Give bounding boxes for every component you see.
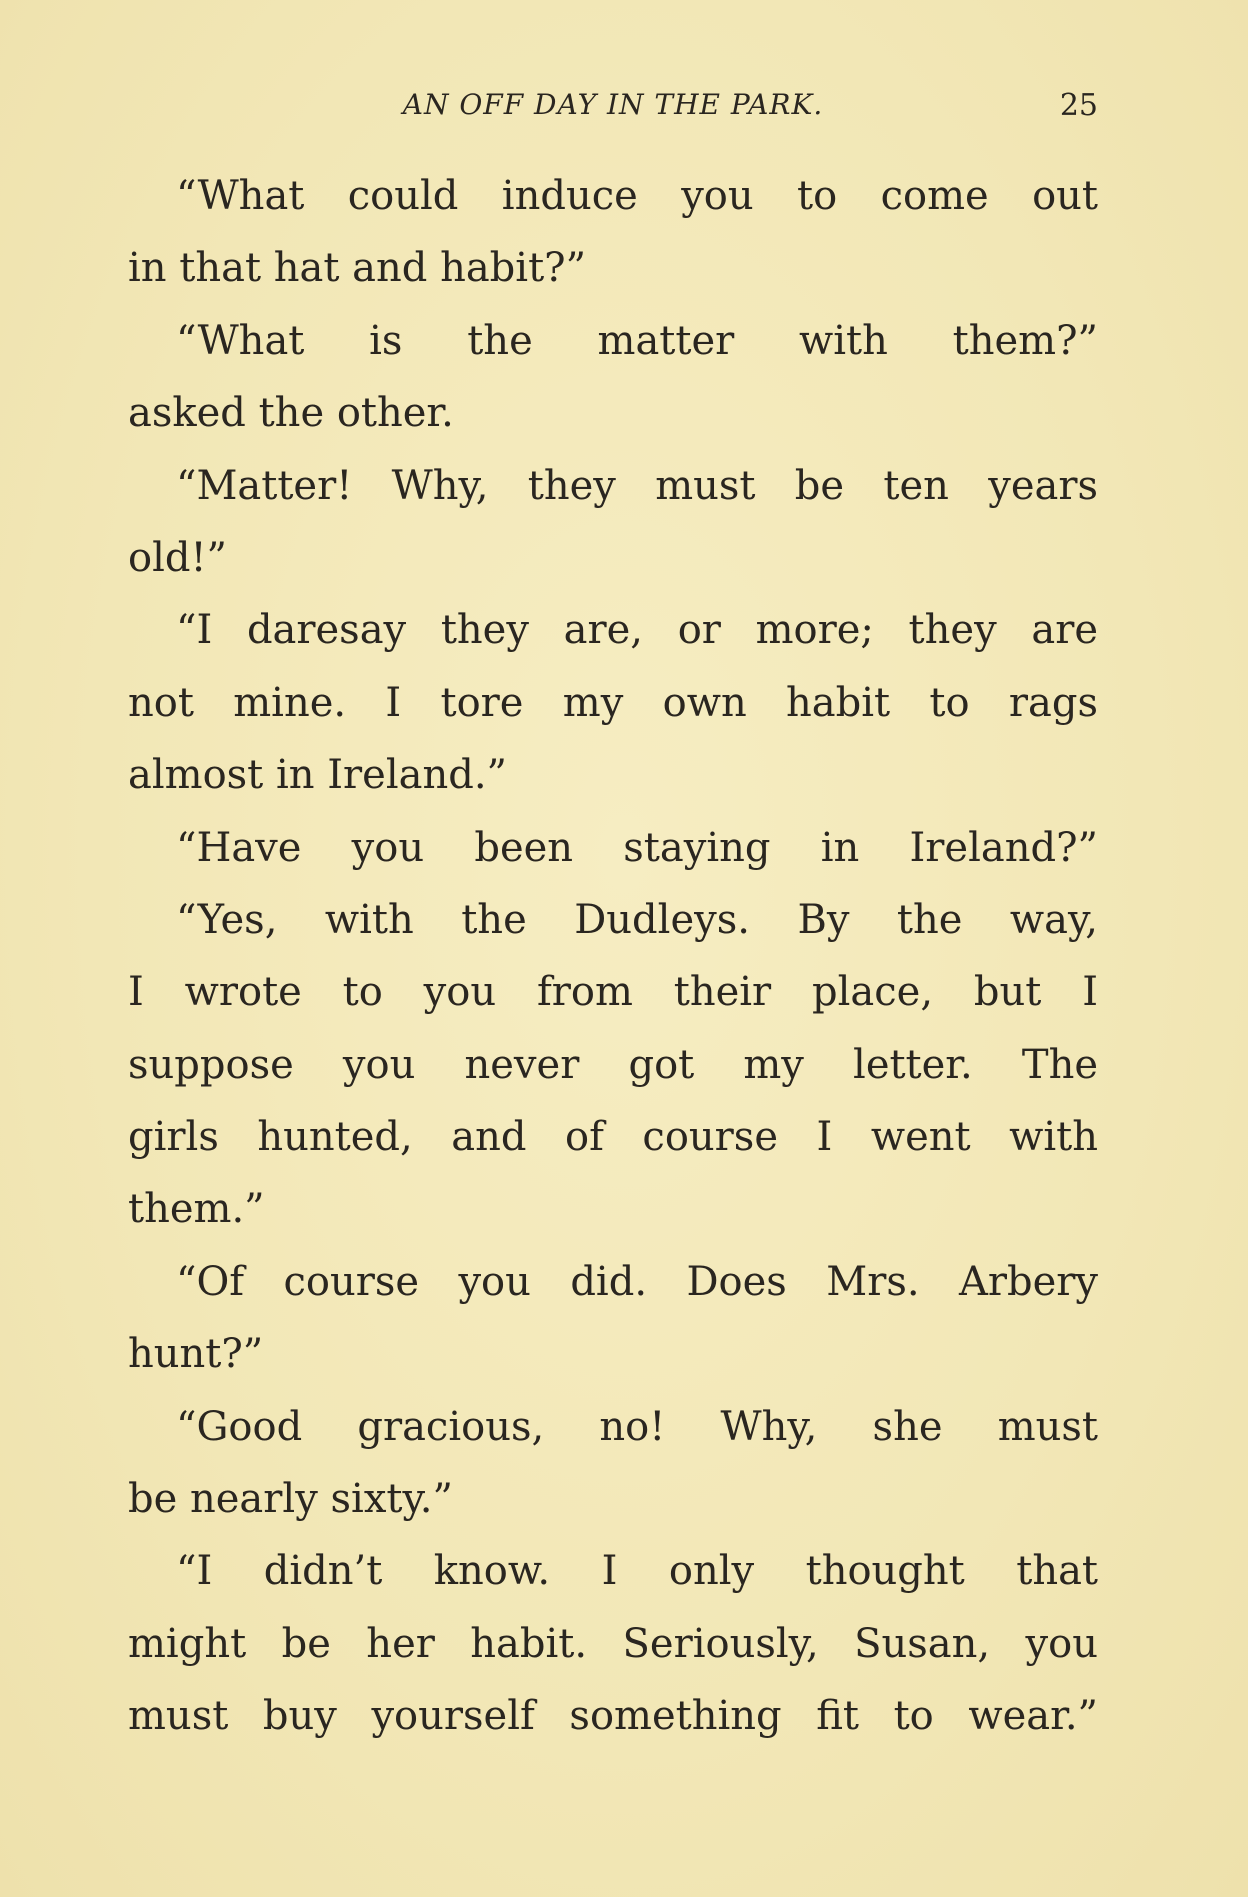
text-line: I wrote to you from their place, but I	[128, 969, 1098, 1016]
text-line: “Yes, with the Dudleys. By the way,	[176, 896, 1098, 943]
text-line: them.”	[128, 1186, 265, 1233]
text-line: almost in Ireland.”	[128, 752, 508, 799]
text-line: be nearly sixty.”	[128, 1476, 453, 1523]
text-line: not mine. I tore my own habit to rags	[128, 679, 1098, 726]
text-line: in that hat and habit?”	[128, 245, 587, 292]
text-line: “Matter! Why, they must be ten years	[176, 462, 1098, 509]
text-line: “I didn’t know. I only thought that	[176, 1548, 1098, 1595]
page-number: 25	[1059, 88, 1098, 123]
text-line: “What is the matter with them?”	[176, 317, 1098, 364]
text-line: “I daresay they are, or more; they are	[176, 607, 1098, 654]
text-line: asked the other.	[128, 390, 454, 437]
text-line: “What could induce you to come out	[176, 173, 1098, 219]
body-text	[128, 160, 1098, 1753]
running-head	[128, 88, 1098, 128]
text-line: suppose you never got my letter. The	[128, 1041, 1098, 1088]
text-line: hunt?”	[128, 1331, 264, 1378]
text-line: old!”	[128, 534, 228, 581]
text-line: “Have you been staying in Ireland?”	[176, 824, 1098, 871]
text-line: must buy yourself something fit to wear.”	[128, 1693, 1098, 1740]
text-line: girls hunted, and of course I went with	[128, 1114, 1098, 1161]
text-line: might be her habit. Seriously, Susan, you	[128, 1620, 1098, 1667]
running-title: AN OFF DAY IN THE PARK.	[402, 88, 824, 121]
text-line: “Good gracious, no! Why, she must	[176, 1403, 1098, 1450]
text-line: “Of course you did. Does Mrs. Arbery	[176, 1258, 1098, 1305]
